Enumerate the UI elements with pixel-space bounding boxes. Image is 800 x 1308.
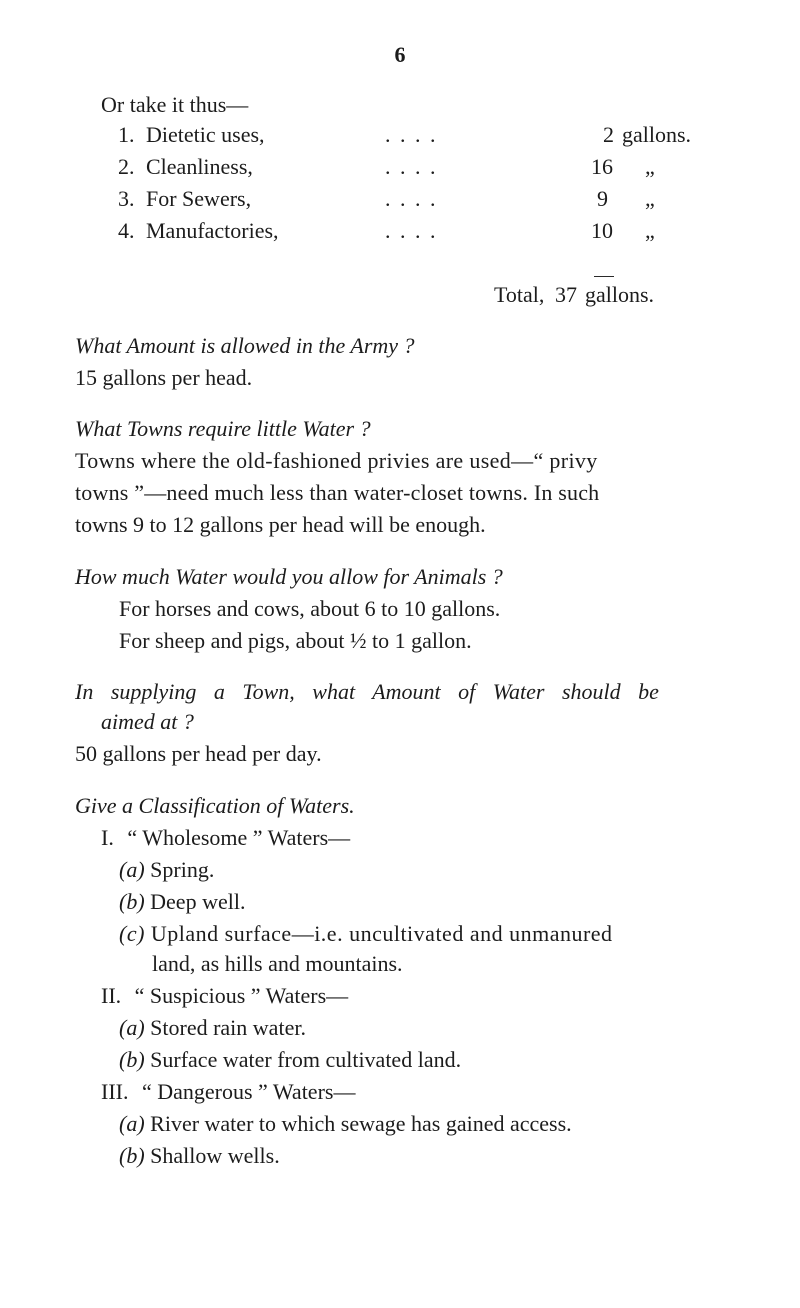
- use-unit: „: [645, 186, 655, 211]
- towns-answer-line: towns 9 to 12 gallons per head will be enough.: [75, 512, 486, 537]
- group-title: “ Suspicious ” Waters—: [134, 983, 349, 1008]
- item-text: Spring.: [150, 857, 215, 882]
- use-unit: „: [645, 218, 655, 243]
- item-text: Stored rain water.: [150, 1015, 306, 1040]
- class-item-continuation: land, as hills and mountains.: [152, 951, 403, 976]
- animals-answer-text: For sheep and pigs, about: [119, 628, 345, 653]
- army-answer: 15 gallons per head.: [75, 365, 253, 390]
- page-number: 6: [394, 42, 406, 67]
- total-rule: [594, 276, 614, 277]
- group-numeral: I.: [101, 825, 114, 850]
- class-group-title: [101, 1079, 355, 1105]
- item-letter: (a): [119, 1015, 145, 1040]
- towns-answer-line: towns ”—need much less than water-closet towns. In such: [75, 480, 600, 505]
- item-text: Shallow wells.: [150, 1143, 280, 1168]
- army-question: What Amount is allowed in the Army ?: [75, 333, 415, 358]
- use-row: [118, 122, 265, 148]
- use-row: [118, 218, 279, 244]
- animals-answer-line: For horses and cows, about 6 to 10 gallons.: [119, 596, 501, 621]
- use-number: 2.: [118, 154, 135, 179]
- towns-answer-line: Towns where the old-fashioned privies are used—“ privy: [75, 448, 598, 473]
- use-number: 4.: [118, 218, 135, 243]
- item-text: River water to which sewage has gained access.: [150, 1111, 572, 1136]
- group-title: “ Dangerous ” Waters—: [141, 1079, 356, 1104]
- supply-answer: 50 gallons per head per day.: [75, 741, 322, 766]
- use-label: For Sewers,: [146, 186, 252, 211]
- class-item: [119, 1047, 461, 1073]
- class-item: [119, 889, 245, 915]
- class-group-title: [101, 983, 348, 1009]
- item-letter: (b): [119, 1143, 145, 1168]
- use-value: 2: [603, 122, 614, 147]
- class-item: [119, 1143, 280, 1169]
- use-row: [118, 186, 251, 212]
- item-letter: (b): [119, 889, 145, 914]
- animals-answer-text: to 1 gallon.: [371, 628, 472, 653]
- class-item: [119, 857, 214, 883]
- supply-question-line: aimed at ?: [101, 709, 194, 734]
- total-label: Total,: [494, 282, 545, 307]
- intro-text: Or take it thus—: [101, 92, 249, 117]
- use-leader-dots: . . . .: [385, 186, 438, 211]
- use-leader-dots: . . . .: [385, 122, 438, 147]
- use-label: Cleanliness,: [146, 154, 253, 179]
- use-label: Dietetic uses,: [146, 122, 265, 147]
- group-title: “ Wholesome ” Waters—: [127, 825, 351, 850]
- use-number: 1.: [118, 122, 135, 147]
- class-item: [119, 1015, 306, 1041]
- use-leader-dots: . . . .: [385, 218, 438, 243]
- class-item: [119, 921, 613, 947]
- classification-question: Give a Classification of Waters.: [75, 793, 355, 818]
- fraction: ½: [349, 628, 367, 653]
- item-text: Surface water from cultivated land.: [150, 1047, 462, 1072]
- item-letter: (b): [119, 1047, 145, 1072]
- item-letter: (c): [119, 921, 145, 946]
- use-value: 16: [591, 154, 613, 179]
- use-number: 3.: [118, 186, 135, 211]
- use-leader-dots: . . . .: [385, 154, 438, 179]
- item-letter: (a): [119, 1111, 145, 1136]
- total-unit: gallons.: [585, 282, 655, 307]
- class-item: [119, 1111, 572, 1137]
- use-row: [118, 154, 253, 180]
- animals-answer-line: [119, 628, 472, 654]
- item-letter: (a): [119, 857, 145, 882]
- use-value: 10: [591, 218, 613, 243]
- use-unit: gallons.: [622, 122, 692, 147]
- item-text: Deep well.: [150, 889, 246, 914]
- total-value: 37: [555, 282, 577, 307]
- group-numeral: II.: [101, 983, 122, 1008]
- class-group-title: [101, 825, 350, 851]
- use-value: 9: [597, 186, 608, 211]
- item-text: Upland surface—i.e. uncultivated and unmanured: [150, 921, 613, 946]
- animals-question: How much Water would you allow for Animals ?: [75, 564, 503, 589]
- supply-question-line: In supplying a Town, what Amount of Water should be: [75, 679, 659, 704]
- use-unit: „: [645, 154, 655, 179]
- towns-question: What Towns require little Water ?: [75, 416, 371, 441]
- group-numeral: III.: [101, 1079, 129, 1104]
- use-label: Manufactories,: [146, 218, 279, 243]
